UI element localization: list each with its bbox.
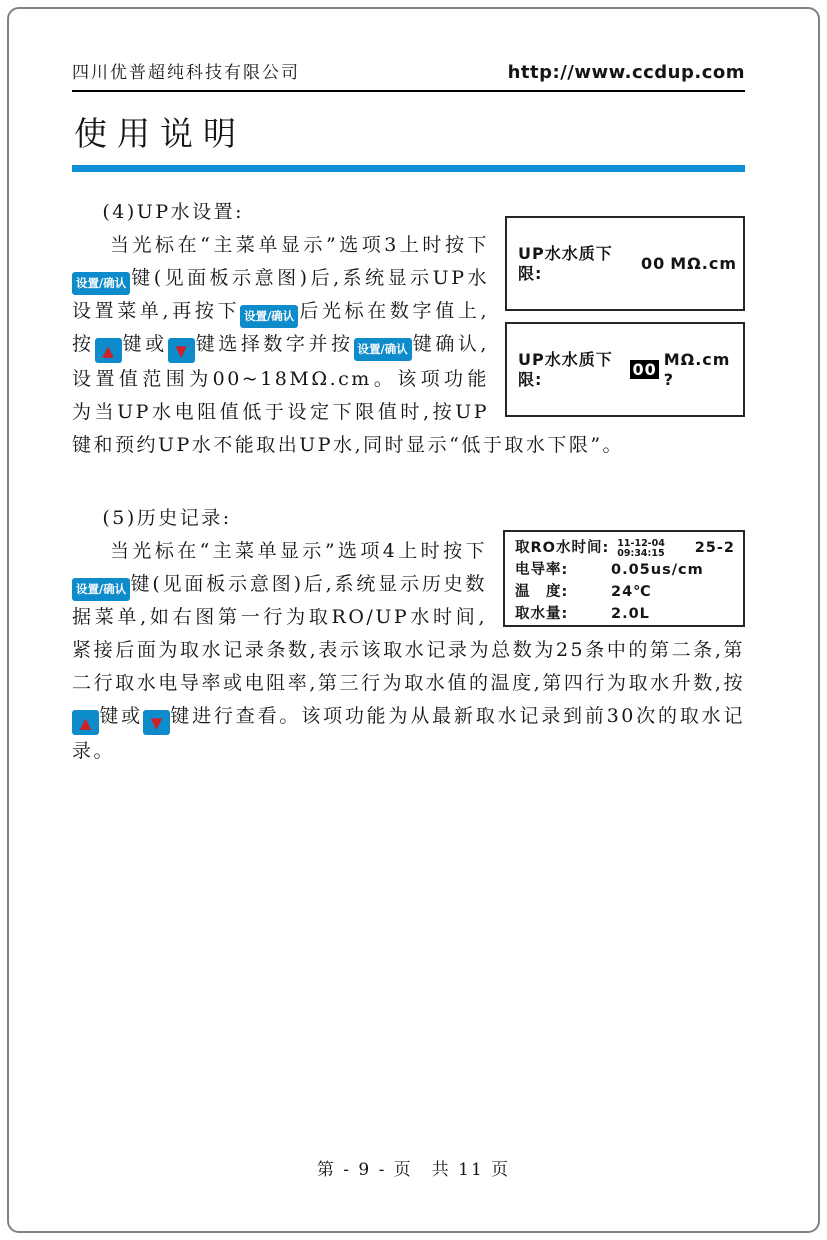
lcd-unit: MΩ.cm <box>670 253 737 273</box>
set-confirm-key: 设置/确认 <box>72 578 130 601</box>
page-header <box>72 58 745 92</box>
section-up-water-settings <box>72 196 745 462</box>
down-arrow-icon: ▼ <box>150 714 163 732</box>
down-arrow-icon: ▼ <box>175 342 187 360</box>
text-run: 键确认,设置值范围为00~18MΩ.cm。该项功能为当UP水电阻值低于设定下限值时,按UP键和预约UP水不能取出UP水,同时显示“低于取水下限”。 <box>72 333 625 456</box>
page-number: 第 - 9 - 页 共 11 页 <box>316 1160 511 1180</box>
history-value: 24℃ <box>611 584 652 600</box>
history-row-conductivity <box>515 559 735 581</box>
lcd-up-limit-edit-display <box>505 322 745 417</box>
text-run: 当光标在“主菜单显示”选项3上时按下 <box>110 234 489 256</box>
set-confirm-key: 设置/确认 <box>240 305 298 328</box>
set-confirm-key: 设置/确认 <box>354 338 412 361</box>
lcd-value-highlighted: 00 <box>632 359 657 379</box>
history-value: 2.0L <box>611 606 650 622</box>
company-name: 四川优普超纯科技有限公司 <box>72 63 300 83</box>
history-row-temperature <box>515 581 735 603</box>
down-key <box>143 710 170 735</box>
up-arrow-icon: ▲ <box>102 342 114 360</box>
lcd-history-display <box>503 530 745 627</box>
company-url: http://www.ccdup.com <box>507 62 745 83</box>
up-arrow-icon: ▲ <box>79 714 92 732</box>
history-row-time <box>515 537 735 559</box>
section-heading: (4)UP水设置: <box>102 201 245 223</box>
title-rule <box>72 165 745 172</box>
page-title: 使用说明 <box>74 114 246 153</box>
history-label: 取RO水时间: <box>515 540 610 556</box>
lcd-up-limit-display <box>505 216 745 311</box>
up-key <box>72 710 99 735</box>
history-time: 09:34:15 <box>617 548 665 559</box>
lcd-label: UP水水质下限: <box>518 350 613 389</box>
text-run: 键(见面板示意图)后,系统显示UP水设置菜单,再按下 <box>72 267 489 322</box>
up-key <box>95 338 122 363</box>
history-label: 温 度: <box>515 584 569 600</box>
text-run: 键(见面板示意图)后,系统显示历史数据菜单,如右图第一行为取RO/UP水时间,紧接后面为取水记录条数,表示该取水记录为总数为25条中的第二条,第二行取水电导率或电阻率,第三行为取水值的温度,第四行为取水升数,按 <box>72 573 745 694</box>
section-heading: (5)历史记录: <box>102 507 232 529</box>
lcd-unit: MΩ.cm ? <box>663 350 731 389</box>
text-run: 当光标在“主菜单显示”选项4上时按下 <box>110 540 487 562</box>
text-run: 后光标在数字值上,按 <box>72 300 489 355</box>
set-confirm-key: 设置/确认 <box>72 272 130 295</box>
text-run: 键选择数字并按 <box>194 333 354 355</box>
history-datetime <box>617 539 665 559</box>
lcd-display-stack <box>505 216 745 417</box>
down-key <box>168 338 195 363</box>
text-run: 键进行查看。该项功能为从最新取水记录到前30次的取水记录。 <box>72 705 745 762</box>
section-history-records <box>72 502 745 768</box>
history-record-index: 25-2 <box>694 540 735 556</box>
history-label: 电导率: <box>515 562 569 578</box>
history-label: 取水量: <box>515 606 569 622</box>
history-date: 11-12-04 <box>617 538 665 549</box>
history-value: 0.05us/cm <box>611 562 704 578</box>
text-run: 键或 <box>121 333 168 355</box>
history-row-volume <box>515 603 735 625</box>
lcd-value: 00 <box>640 253 666 273</box>
text-run: 键或 <box>99 705 143 727</box>
lcd-label: UP水水质下限: <box>518 244 613 283</box>
